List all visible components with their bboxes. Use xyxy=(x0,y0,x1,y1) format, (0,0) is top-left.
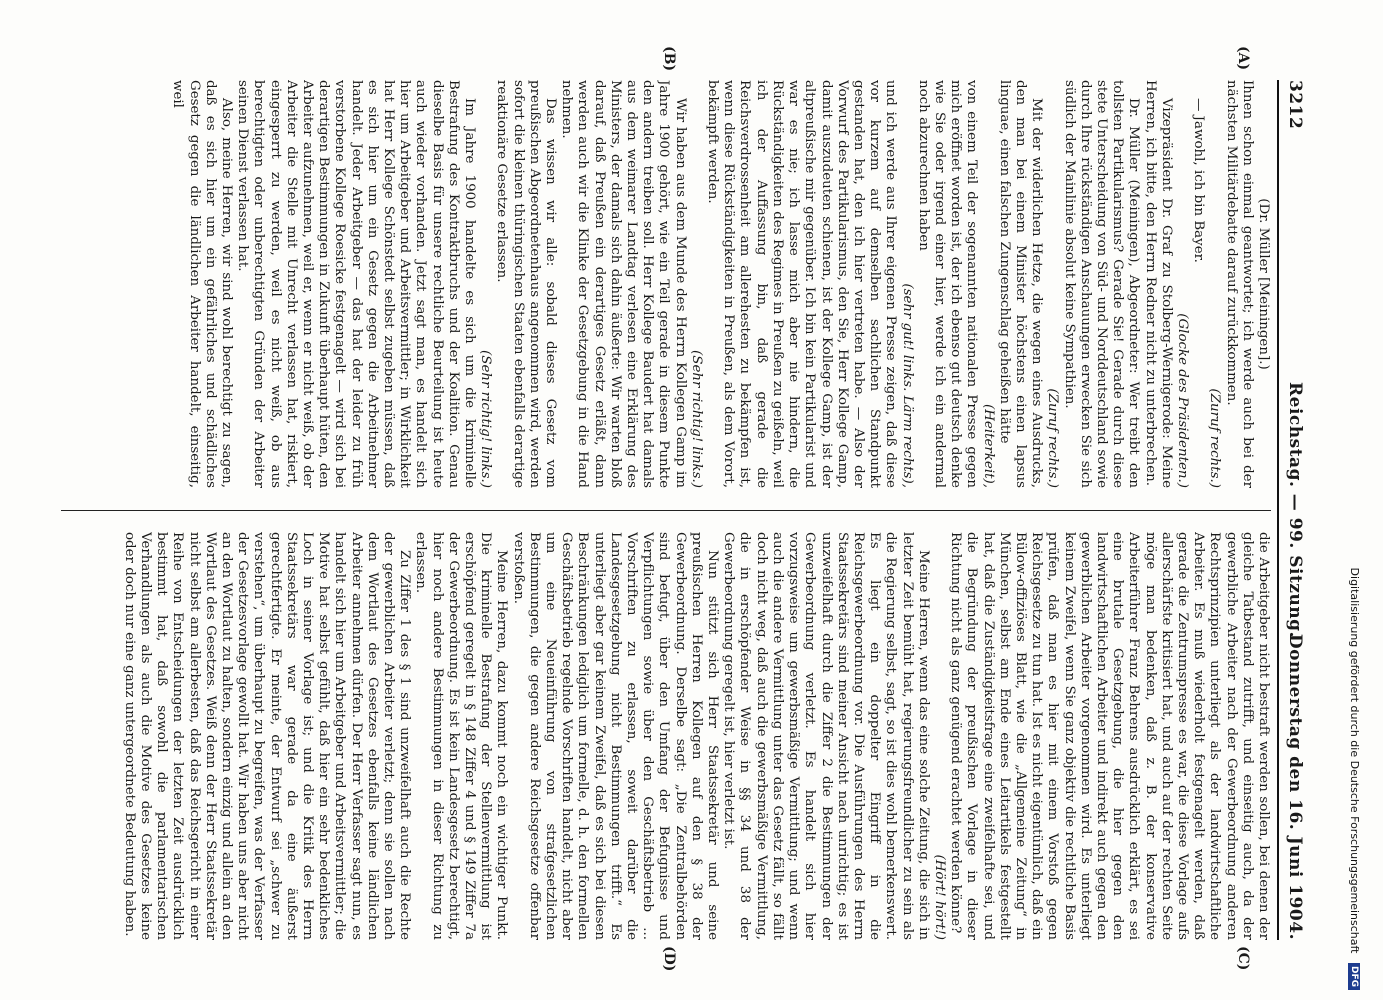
paragraph: von einem Teil der sogenannten nationalen Presse gegen mich eröffnet worden ist, der ich ebenso gut deutsch denke wie Sie oder irgend einer hier, werde ich ein andermal noch abzurechnen haben xyxy=(915,80,980,488)
speaker-reference: (Dr. Müller [Meiningen].) xyxy=(1256,198,1271,370)
paragraph: Ihnen schon einmal geantwortet; ich werde auch bei der nächsten Militärdebatte darauf zurückkommen. xyxy=(1223,80,1255,488)
paragraph: Im Jahre 1900 handelte es sich um die kriminelle Bestrafung des Kontraktbruchs und der Koalition. Genau dieselbe Basis für unsere rechtliche Beurteilung ist heute auch wieder vorhanden. Jetzt sagt man, es handelt sich hier um Arbeitgeber und Arbeitsvermittler; in Wirklichkeit hat Herr Kollege Schönstedt selbst zugeben müssen, daß es sich hier um ein Gesetz gegen die Arbeitnehmer handelt. Jeder Arbeitgeber — das hat der leider zu früh verstorbene Kollege Roesicke festgenagelt — wird sich bei derartigen Bestimmungen in Zukunft überhaupt hüten, den Arbeiter aufzunehmen, weil er, wenn er nicht weiß, ob der Arbeiter die Stelle mit Unrecht verlassen hat, riskiert, eingesperrt zu werden, weil es nicht weiß, ob aus berechtigten oder unberechtigten Gründen der Arbeiter seinen Dienst verlassen hat. xyxy=(235,80,478,488)
interjection: (Glocke des Präsidenten.) xyxy=(1174,313,1190,488)
paragraph: Mit der widerlichen Hetze, die wegen eines Ausdrucks, den man bei einem Minister höchstens einen lapsus linguae, einen falschen Zungenschlag geheißen hätte xyxy=(996,80,1045,488)
page-number: 3212 xyxy=(1285,80,1305,130)
interjection: (Zuruf rechts.) xyxy=(1045,388,1061,488)
interjection: (Hört! hört!) xyxy=(931,854,947,940)
paragraph: Zu Ziffer 1 des § 1 sind unzweifelhaft auch die Rechte der gewerblichen Arbeiter verletzt; denn sie sollen nach dem Wortlaut des Gesetzes ebenfalls keine ländlichen Arbeiter annehmen dürfen. Der Herr Verfasser sagt nun, es handelt sich hier um Arbeitgeber und Arbeitsvermittler; die Motive hat selbst gefühlt, daß hier ein sehr bedenkliches Loch in seiner Vorlage ist; und die Kritik des Herrn Staatssekretärs war gerade da eine äußerst gerechtfertigte. Er meinte, der Entwurf sei „schwer zu verstehen“, um überhaupt zu begreifen, was der Verfasser der Gesetzesvorlage gewollt hat. Wir haben uns aber nicht an den Wortlaut zu halten, sondern einzig und allein an den Wortlaut des Gesetzes. Weiß denn der Herr Staatssekretär nicht selbst am allerbesten, daß das Reichsgericht in einer Reihe von Entscheidungen der letzten Zeit ausdrücklich bestimmt hat, daß sowohl die parlamentarischen Verhandlungen als auch die Motive des Gesetzes keine oder doch nur eine ganz untergeordnete Bedeutung haben. xyxy=(121,532,413,940)
paragraph: Meine Herren, wenn das eine solche Zeitung, die sich in letzter Zeit bemüht hat, regierungsfreundlicher zu sein als die Regierung selbst, sagt, so ist dies wohl bemerkenswert. Es liegt ein doppelter Eingriff in die Reichsgewerbeordnung vor. Die Ausführungen des Herrn Staatssekretärs sind meiner Ansicht nach unrichtig; es ist unzweifelhaft durch die Ziffer 2 die Bestimmungen der Gewerbeordnung verletzt. Es handelt sich hier vorzugsweise um gewerbsmäßige Vermittlung; und wenn auch die andere Vermittlung unter das Gesetz fällt, so fällt doch nicht weg, daß auch die gewerbsmäßige Vermittlung, die in erschöpfender Weise in §§ 34 und 38 der Gewerbeordnung geregelt ist, hier verletzt ist. xyxy=(721,532,931,940)
margin-letter-d: (D) xyxy=(661,946,677,972)
page-title: Reichstag. — 99. Sitzung. xyxy=(1285,382,1305,638)
paragraph: — Jawohl, ich bin Bayer. xyxy=(1191,98,1207,263)
paragraph: Also, meine Herren, wir sind wohl berechtigt zu sagen, daß es sich hier um ein gefährliches und schädliches Gesetz gegen die ländlichen Arbeiter handelt, einseitig, weil xyxy=(170,80,234,488)
left-column xyxy=(61,80,1271,488)
interjection: (Sehr richtig! links.) xyxy=(478,350,494,488)
paragraph: die Arbeitgeber nicht bestraft werden sollen, bei denen der gleiche Tatbestand zutrifft, und einseitig auch, da der gewerbliche Arbeiter nach der Gewerbeordnung anderen Rechtsprinzipien unterliegt als der landwirtschaftliche Arbeiter. Es muß wiederholt festgenagelt werden, daß gerade die Zentrumspresse es war, die diese Vorlage aufs allerschärfste kritisiert hat, und auch auf der rechten Seite möge man bedenken, daß z. B. der konservative Arbeiterführer Franz Behrens ausdrücklich erklärt, es sei eine brutale Gesetzgebung, die hier gegen den landwirtschaftlichen Arbeiter und indirekt auch gegen den gewerblichen Arbeiter vorgenommen wird. Es unterliegt keinem Zweifel, wenn Sie ganz objektiv die rechtliche Basis prüfen, daß man es hier mit einem Vorstoß gegen Reichsgesetze zu tun hat. Ist es nicht eigentümlich, daß ein Bülow-offiziöses Blatt, wie die „Allgemeine Zeitung“ in München, selbst am Ende eines Leitartikels festgestellt hat, daß die Zuständigkeitsfrage eine zweifelhafte sei, und die Begründung der preußischen Vorlage in dieser Richtung nicht als ganz genügend erachtet werden könne? xyxy=(948,532,1271,940)
header-rule xyxy=(1277,80,1279,940)
page-header xyxy=(1279,80,1305,940)
digitization-footer xyxy=(1343,10,1361,990)
interjection: (Sehr richtig! links.) xyxy=(688,350,704,488)
column-divider xyxy=(61,510,1271,511)
paragraph: Meine Herren, dazu kommt noch ein wichtiger Punkt. Die kriminelle Bestrafung der Stellenvermittlung ist erschöpfend geregelt in § 148 Ziffer 4 und § 149 Ziffer 7a der Gewerbeordnung. Es ist kein Landesgesetz berechtigt, hier noch andere Bestimmungen in dieser Richtung zu erlassen. xyxy=(413,532,510,940)
interjection: (sehr gut! links. Lärm rechts), xyxy=(899,283,915,488)
dfg-logo: DFG xyxy=(1348,963,1360,990)
paragraph: Das wissen wir alle: sobald dieses Gesetz vom preußischen Abgeordnetenhaus angenommen wird, werden sofort die kleinen thüringischen Staaten ebenfalls derartige reaktionäre Gesetze erlassen. xyxy=(494,80,559,488)
margin-letter-b: (B) xyxy=(661,46,677,72)
interjection: (Zuruf rechts.) xyxy=(1207,388,1223,488)
footer-text: Digitalisierung gefördert durch die Deutsche Forschungsgemeinschaft xyxy=(1348,567,1361,954)
interjection: (Heiterkeit), xyxy=(980,404,996,488)
paragraph: Vizepräsident Dr. Graf zu Stolberg-Wernigerode: Meine Herren, ich bitte, den Herrn Redner nicht zu unterbrechen. xyxy=(1142,80,1174,488)
margin-letter-a: (A) xyxy=(1235,46,1251,71)
paragraph: Nun stützt sich Herr Staatssekretär und seine preußischen Herren Kollegen auf den § 38 der Gewerbeordnung. Derselbe sagt: „Die Zentralbehörden sind befugt, über den Umfang der Befugnisse und Verpflichtungen sowie über den Geschäftsbetrieb ... Vorschriften zu erlassen, soweit darüber die Landesgesetzgebung nicht Bestimmungen trifft.“ Es unterliegt aber gar keinem Zweifel, daß es sich bei diesen Beschränkungen lediglich um formelle, d. h. den formellen Geschäftsbetrieb regelnde Vorschriften handelt, nicht aber um eine Neueinführung von strafgesetzlichen Bestimmungen, die gegen andere Reichsgesetze offenbar verstoßen. xyxy=(510,532,721,940)
paragraph: Wir haben aus dem Munde des Herrn Kollegen Gamp im Jahre 1900 gehört, wie ein Teil gerade in diesem Punkte den andern treiben soll. Herr Kollege Baudert hat damals aus dem weimarer Landtag verlesen eine Erklärung des Ministers, der damals sich dahin äußerte: Wir warten bloß darauf, daß Preußen ein derartiges Gesetz erläßt, dann werden auch wir die Klinke der Gesetzgebung in die Hand nehmen. xyxy=(559,80,688,488)
paragraph: und ich werde aus Ihrer eigenen Presse zeigen, daß diese vor kurzem auf demselben sachlichen Standpunkt gestanden hat, den ich hier vertreten habe. — Also der Vorwurf des Partikularismus, den Sie, Herr Kollege Gamp, damit auszudeuten schienen, ist der Kollege Gamp, ist der altpreußische mir gegenüber. Ich bin kein Partikularist und war es nie; ich lasse mich aber nie hindern, die Rückständigkeiten des Regimes in Preußen zu geißeln, weil ich der Auffassung bin, daß gerade die Reichsverdrossenheit am allerehesten zu bekämpfen ist, wenn diese Rückständigkeiten in Preußen, als dem Vorort, bekämpft werden. xyxy=(705,80,899,488)
paragraph: Dr. Müller (Meiningen), Abgeordneter: Wer treibt den tollsten Partikularismus? Gerade Sie! Gerade durch diese stete Unterscheidung von Süd- und Norddeutschland sowie durch Ihre rückständigen Anschauungen erwecken Sie sich südlich der Mainlinie absolut keine Sympathien. xyxy=(1061,80,1142,488)
right-column xyxy=(61,532,1271,940)
session-date: Donnerstag den 16. Juni 1904. xyxy=(1285,633,1305,940)
margin-letter-c: (C) xyxy=(1235,946,1251,971)
